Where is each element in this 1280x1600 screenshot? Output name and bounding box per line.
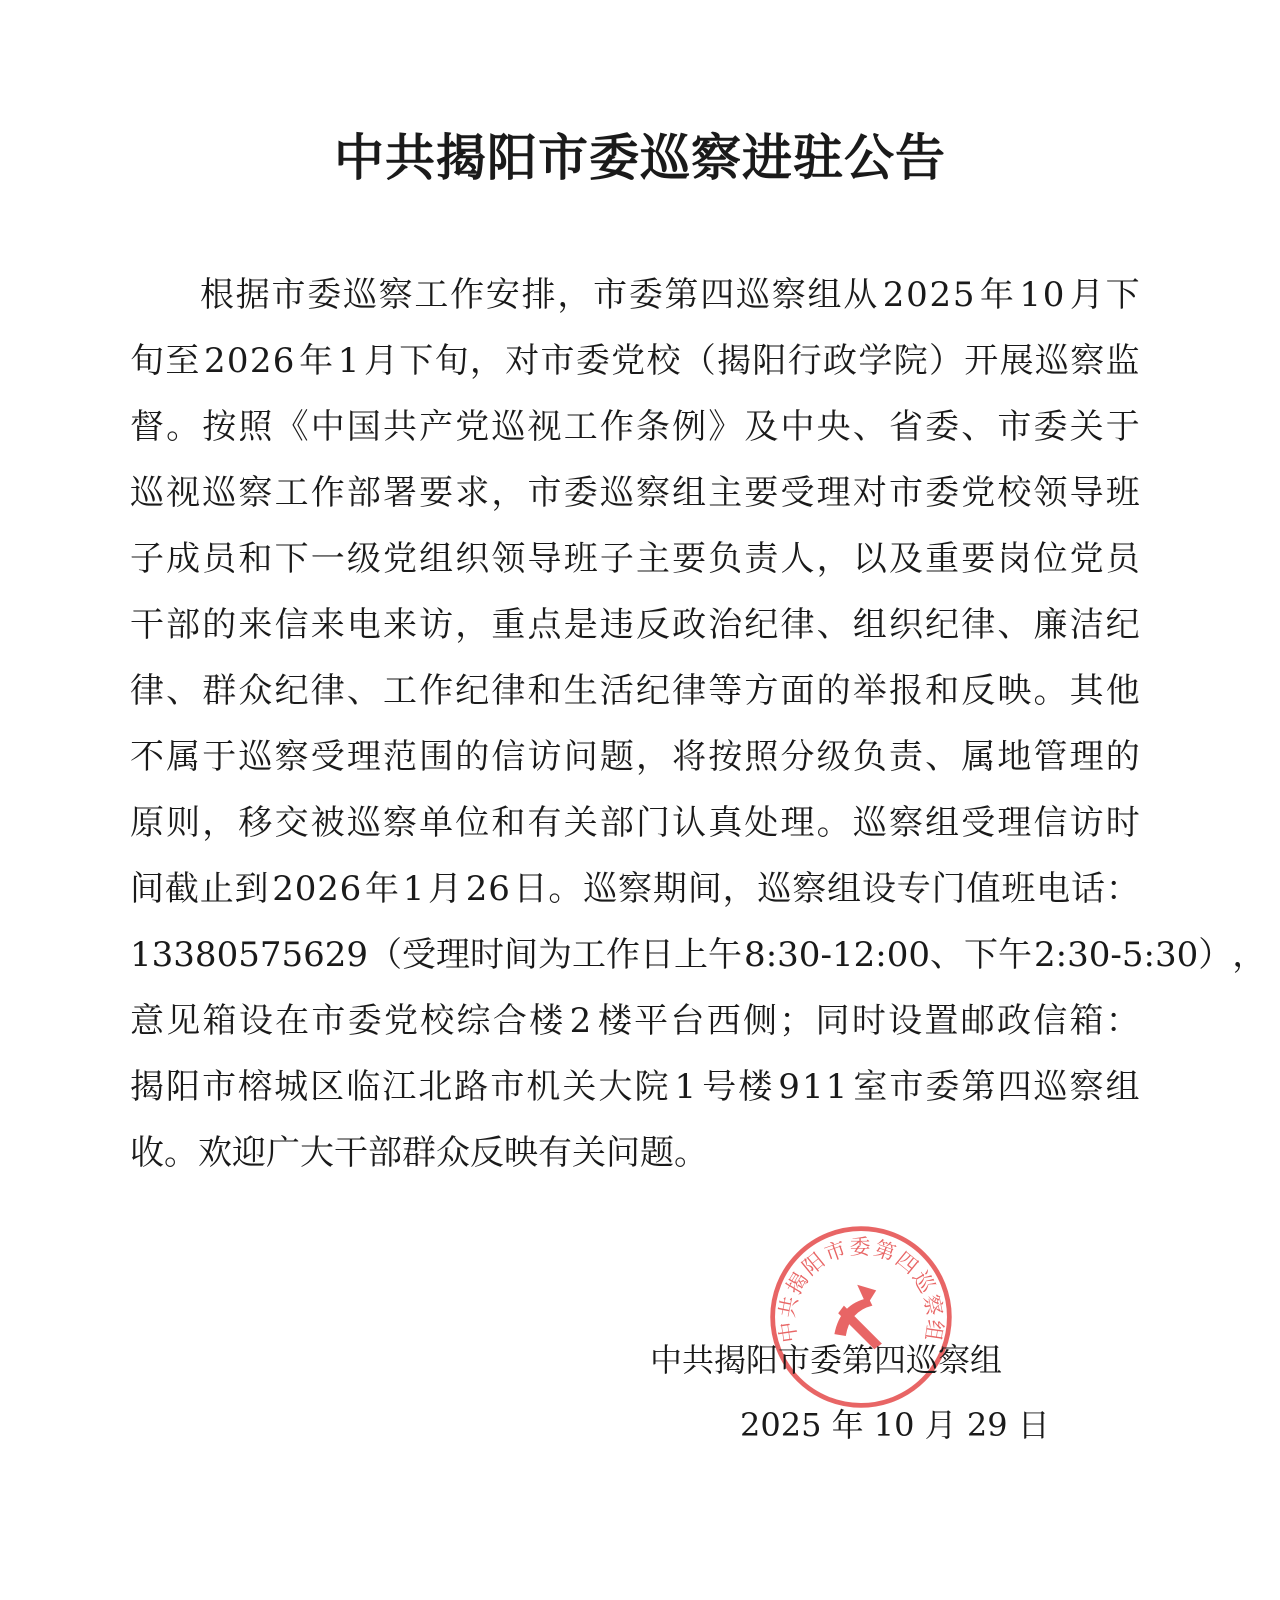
body-line: 律 、 群 众 纪 律 、 工 作 纪 律 和 生 活 纪 律 等 方 面 的 举 报 和 反 映 。 其 他 bbox=[130, 671, 1140, 711]
body-line: 子 成 员 和 下 一 级 党 组 织 领 导 班 子 主 要 负 责 人 ， 以 及 重 要 岗 位 党 员 bbox=[130, 539, 1140, 579]
signature-organization: 中共揭阳市委第四巡察组 bbox=[650, 1341, 1003, 1379]
seal-text: 中共揭阳市委第四巡察组 bbox=[774, 1234, 948, 1345]
body-line: 干 部 的 来 信 来 电 来 访 ， 重 点 是 违 反 政 治 纪 律 、 组 织 纪 律 、 廉 洁 纪 bbox=[130, 605, 1140, 645]
body-line: 督 。 按 照 《 中 国 共 产 党 巡 视 工 作 条 例 》 及 中 央 、 省 委 、 市 委 关 于 bbox=[130, 407, 1140, 447]
body-line: 旬 至 2 0 2 6 年 1 月 下 旬 ， 对 市 委 党 校 （ 揭 阳 行 政 学 院 ） 开 展 巡 察 监 bbox=[130, 341, 1140, 381]
body-line: 巡 视 巡 察 工 作 部 署 要 求 ， 市 委 巡 察 组 主 要 受 理 对 市 委 党 校 领 导 班 bbox=[130, 473, 1140, 513]
body-line: 原 则 ， 移 交 被 巡 察 单 位 和 有 关 部 门 认 真 处 理 。 巡 察 组 受 理 信 访 时 bbox=[130, 803, 1140, 843]
body-line: 揭 阳 市 榕 城 区 临 江 北 路 市 机 关 大 院 1 号 楼 9 1 1 室 市 委 第 四 巡 察 组 bbox=[130, 1067, 1140, 1107]
body-line: 根 据 市 委 巡 察 工 作 安 排 ， 市 委 第 四 巡 察 组 从 2 0 2 5 年 1 0 月 下 bbox=[200, 275, 1140, 315]
signature-date: 2025 年 10 月 29 日 bbox=[740, 1406, 1050, 1444]
document-title: 中共揭阳市委巡察进驻公告 bbox=[334, 129, 946, 187]
body-line: 间 截 止 到 2 0 2 6 年 1 月 2 6 日 。 巡 察 期 间 ， 巡 察 组 设 专 门 值 班 电 话 ： bbox=[130, 869, 1140, 909]
body-line: 意 见 箱 设 在 市 委 党 校 综 合 楼 2 楼 平 台 西 侧 ； 同 时 设 置 邮 政 信 箱 ： bbox=[130, 1001, 1140, 1041]
official-seal-icon bbox=[766, 1222, 956, 1412]
announcement-body bbox=[130, 262, 1267, 1186]
body-line: 收。欢迎广大干部群众反映有关问题。 bbox=[130, 1133, 708, 1173]
body-line: 1 3 3 8 0 5 7 5 6 2 9 （ 受 理 时 间 为 工 作 日 上 午 8 : 3 0 - 1 2 : 0 0 、 下 午 2 : 3 0 - 5 : 3 0 ） ， bbox=[130, 935, 1267, 975]
body-line: 不 属 于 巡 察 受 理 范 围 的 信 访 问 题 ， 将 按 照 分 级 负 责 、 属 地 管 理 的 bbox=[130, 737, 1140, 777]
